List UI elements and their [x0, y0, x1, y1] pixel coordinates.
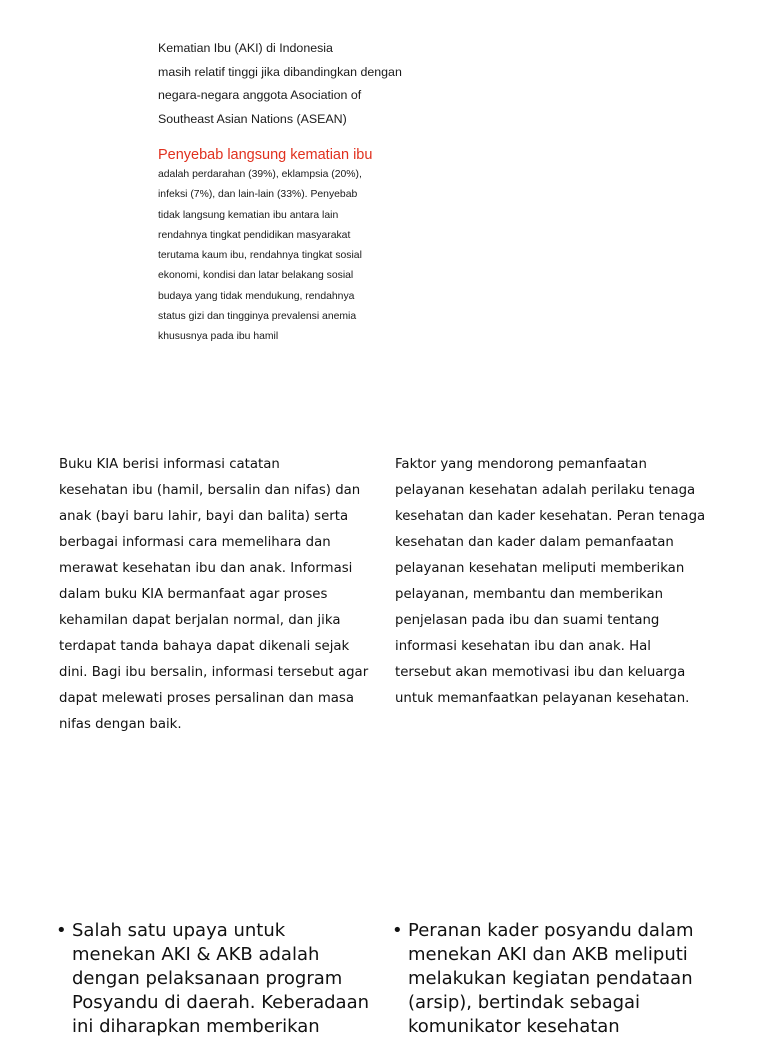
causes-line: adalah perdarahan (39%), eklampsia (20%),: [158, 169, 362, 180]
causes-line: terutama kaum ibu, rendahnya tingkat sosial: [158, 250, 362, 262]
bullet-line: (arsip), bertindak sebagai: [408, 992, 641, 1013]
paragraph-line: Faktor yang mendorong pemanfaatan: [395, 457, 647, 472]
intro-paragraph: [158, 37, 418, 131]
posyandu-bullet-left: [56, 919, 386, 1039]
bullet-line: menekan AKI dan AKB meliputi: [408, 944, 688, 965]
bullet-text: [72, 919, 386, 1039]
bullet-line: Posyandu di daerah. Keberadaan: [72, 992, 370, 1013]
top-section: [158, 37, 418, 348]
paragraph-line: terdapat tanda bahaya dapat dikenali sejak: [59, 639, 350, 654]
bullet-dot-icon: •: [392, 920, 403, 941]
causes-line: khususnya pada ibu hamil: [158, 331, 279, 343]
causes-line: ekonomi, kondisi dan latar belakang sosial: [158, 270, 354, 282]
paragraph-line: berbagai informasi cara memelihara dan: [59, 535, 331, 550]
paragraph-line: tersebut akan memotivasi ibu dan keluarga: [395, 665, 686, 680]
intro-line: Kematian Ibu (AKI) di Indonesia: [158, 41, 333, 55]
bullet-line: komunikator kesehatan: [408, 1016, 620, 1037]
bullet-line: melakukan kegiatan pendataan: [408, 968, 693, 989]
bullet-item: [56, 919, 386, 1039]
paragraph-line: kehamilan dapat berjalan normal, dan jika: [59, 613, 341, 628]
bullet-line: Salah satu upaya untuk: [72, 920, 286, 941]
intro-line: Southeast Asian Nations (ASEAN): [158, 111, 347, 126]
paragraph-line: dapat melewati proses persalinan dan masa: [59, 691, 354, 706]
posyandu-bullet-right: [392, 919, 722, 1039]
paragraph-line: pelayanan kesehatan meliputi memberikan: [395, 561, 685, 576]
paragraph-line: kesehatan ibu (hamil, bersalin dan nifas) dan: [59, 483, 361, 498]
bullet-line: menekan AKI & AKB adalah: [72, 944, 320, 965]
paragraph-line: kesehatan dan kader kesehatan. Peran tenaga: [395, 509, 706, 524]
health-service-factor-column: [395, 455, 725, 715]
paragraph-line: pelayanan, membantu dan memberikan: [395, 587, 664, 602]
bullet-dot-icon: •: [56, 920, 67, 941]
paragraph-line: anak (bayi baru lahir, bayi dan balita) serta: [59, 509, 349, 524]
causes-line: rendahnya tingkat pendidikan masyarakat: [158, 229, 351, 241]
paragraph-line: pelayanan kesehatan adalah perilaku tenaga: [395, 483, 696, 498]
bullet-text: [408, 919, 722, 1039]
causes-paragraph: [158, 165, 418, 348]
intro-line: negara-negara anggota Asociation of: [158, 88, 362, 102]
intro-line: masih relatif tinggi jika dibandingkan dengan: [158, 64, 402, 79]
causes-line: tidak langsung kematian ibu antara lain: [158, 209, 339, 221]
paragraph-line: penjelasan pada ibu dan suami tentang: [395, 613, 660, 628]
paragraph-line: dalam buku KIA bermanfaat agar proses: [59, 587, 328, 602]
causes-heading: Penyebab langsung kematian ibu: [158, 147, 373, 163]
paragraph-line: merawat kesehatan ibu dan anak. Informasi: [59, 561, 353, 576]
paragraph-line: dini. Bagi ibu bersalin, informasi tersebut agar: [59, 665, 369, 680]
causes-line: budaya yang tidak mendukung, rendahnya: [158, 290, 355, 302]
bullet-line: dengan pelaksanaan program: [72, 968, 343, 989]
bullet-line: ini diharapkan memberikan: [72, 1016, 320, 1037]
paragraph-line: nifas dengan baik.: [59, 717, 182, 732]
paragraph-line: informasi kesehatan ibu dan anak. Hal: [395, 639, 651, 654]
paragraph-line: untuk memanfaatkan pelayanan kesehatan.: [395, 691, 690, 706]
bullet-line: Peranan kader posyandu dalam: [408, 920, 694, 941]
paragraph-line: Buku KIA berisi informasi catatan: [59, 457, 280, 472]
bullet-item: [392, 919, 722, 1039]
causes-line: status gizi dan tingginya prevalensi anemia: [158, 311, 357, 323]
paragraph-line: kesehatan dan kader dalam pemanfaatan: [395, 535, 674, 550]
kia-book-column: [59, 455, 389, 741]
causes-line: infeksi (7%), dan lain-lain (33%). Penyebab: [158, 189, 358, 201]
